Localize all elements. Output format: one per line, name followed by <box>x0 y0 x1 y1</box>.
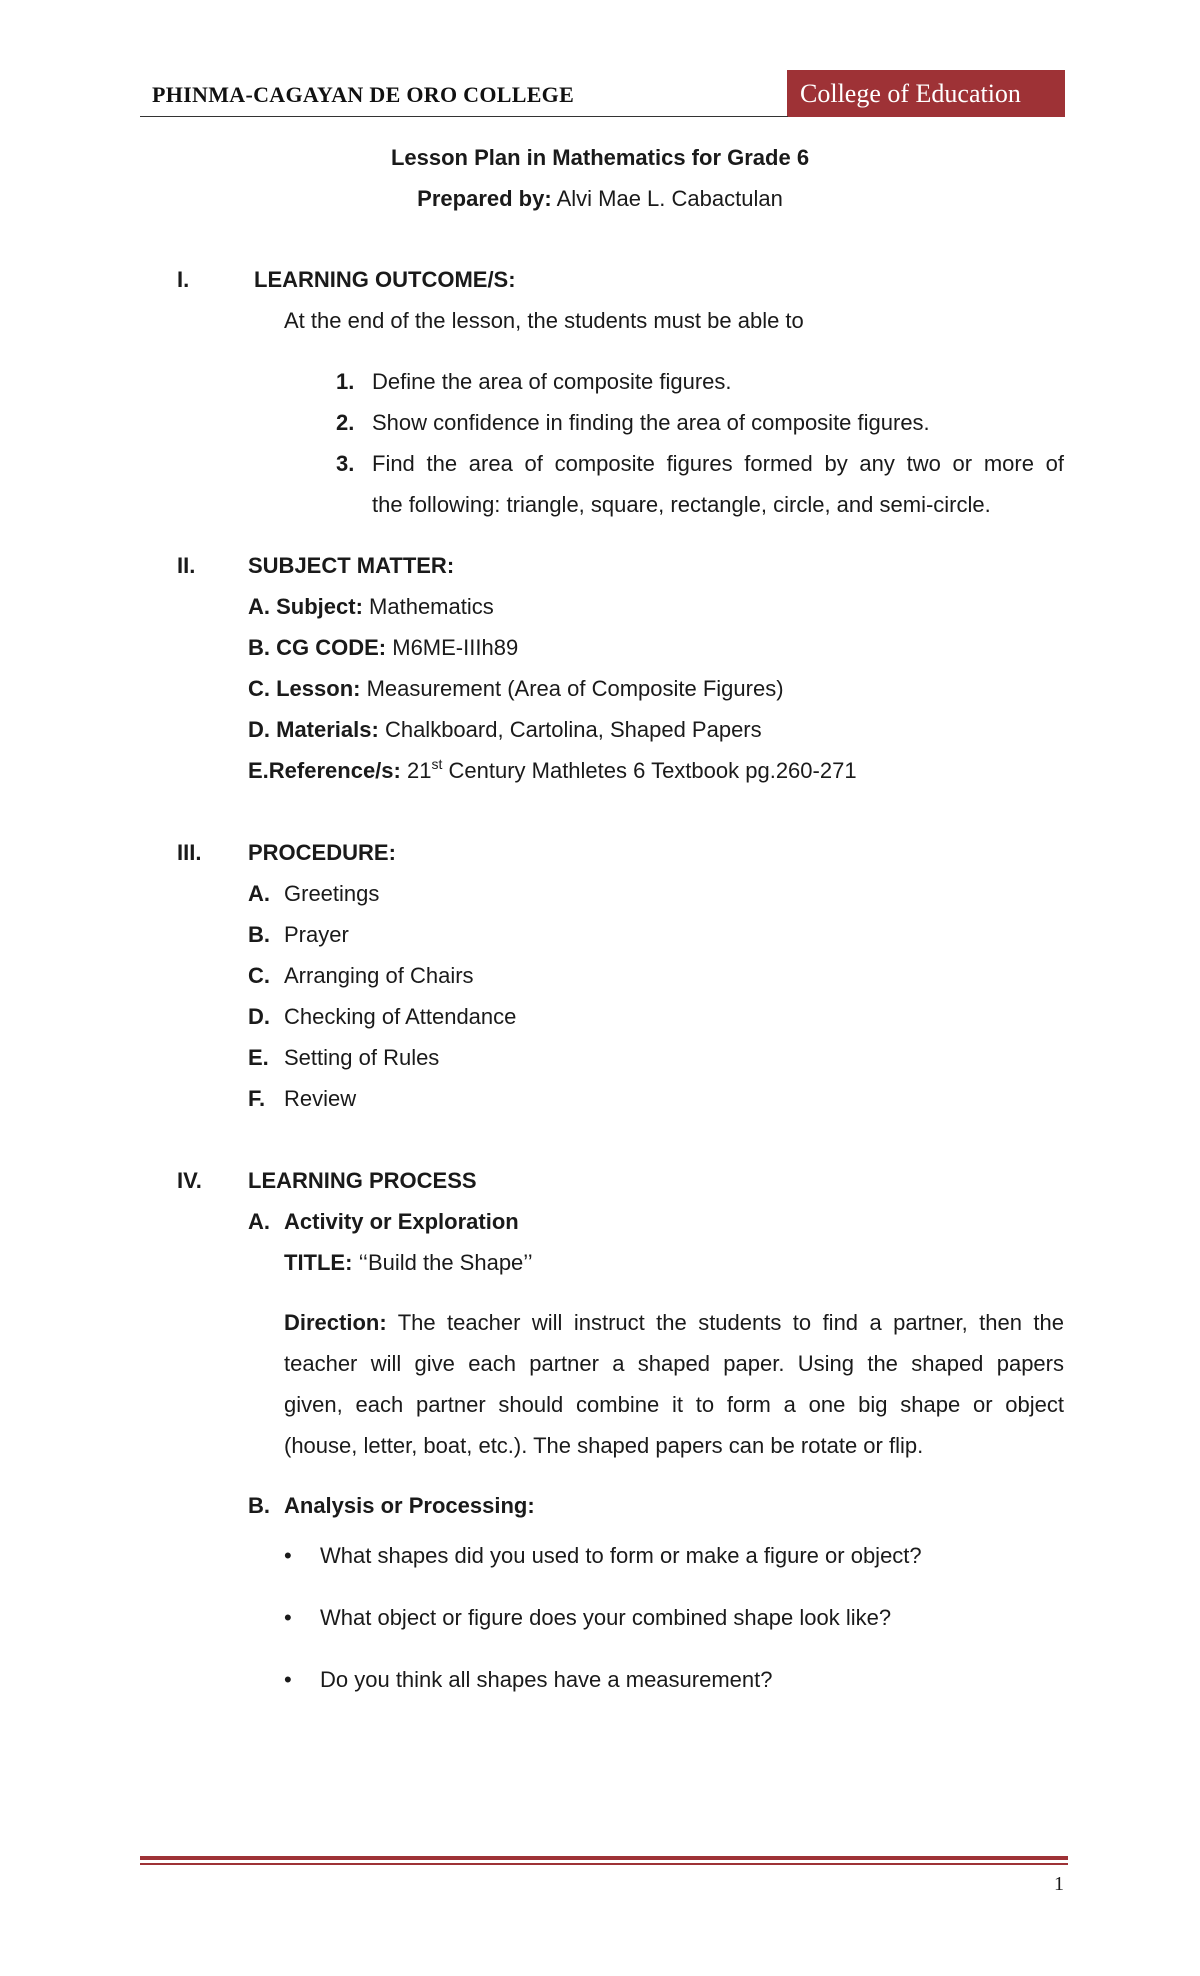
activity-title-value: ‘‘Build the Shape’’ <box>358 1250 533 1275</box>
procedure-letter: E. <box>248 1045 269 1070</box>
materials-label: D. Materials: <box>248 717 379 742</box>
outcome-text-line-1: Find the area of composite figures formed by any two or more of <box>372 451 1064 476</box>
outcome-item <box>336 451 372 477</box>
section-2-numeral: II. <box>177 553 196 578</box>
section-2-heading: SUBJECT MATTER: <box>248 553 455 578</box>
lesson-label: C. Lesson: <box>248 676 361 701</box>
procedure-text: Setting of Rules <box>284 1045 440 1070</box>
direction-label: Direction: <box>284 1310 387 1335</box>
department-badge: College of Education <box>787 70 1065 117</box>
footer-rule-thin <box>140 1863 1068 1865</box>
lesson-value: Measurement (Area of Composite Figures) <box>366 676 784 701</box>
header-rule <box>140 116 788 117</box>
outcome-text-line-2: the following: triangle, square, rectangle, circle, and semi-circle. <box>372 492 991 517</box>
outcome-text: Show confidence in finding the area of composite figures. <box>372 410 930 435</box>
direction-line-3: given, each partner should combine it to form a one big shape or object <box>284 1392 1064 1417</box>
section-3-numeral: III. <box>177 840 202 865</box>
procedure-letter: A. <box>248 881 270 906</box>
page-number: 1 <box>1054 1873 1064 1895</box>
section-4-numeral: IV. <box>177 1168 202 1193</box>
outcome-item <box>336 410 930 436</box>
direction-line-2: teacher will give each partner a shaped paper. Using the shaped papers <box>284 1351 1064 1376</box>
subject-label: A. Subject: <box>248 594 363 619</box>
bullet-icon: • <box>284 1667 292 1692</box>
analysis-heading-text: Analysis or Processing: <box>284 1493 535 1518</box>
procedure-item <box>248 1086 356 1112</box>
question-item: What shapes did you used to form or make a figure or object? <box>320 1543 922 1568</box>
procedure-item <box>248 922 349 948</box>
direction-line-1 <box>284 1310 1064 1336</box>
question-item: Do you think all shapes have a measurement? <box>320 1667 773 1692</box>
procedure-item <box>248 963 474 989</box>
reference-label: E.Reference/s: <box>248 758 401 783</box>
subject-row <box>248 594 494 620</box>
procedure-letter: F. <box>248 1086 266 1111</box>
college-name: PHINMA-CAGAYAN DE ORO COLLEGE <box>152 82 575 107</box>
analysis-letter: B. <box>248 1493 270 1518</box>
lesson-row <box>248 676 784 702</box>
reference-number: 21 <box>406 758 432 783</box>
subject-value: Mathematics <box>369 594 494 619</box>
footer-rule-thick <box>140 1856 1068 1860</box>
bullet-icon: • <box>284 1543 292 1568</box>
activity-title-row <box>284 1250 533 1276</box>
cg-code-value: M6ME-IIIh89 <box>392 635 519 660</box>
section-1-intro: At the end of the lesson, the students must be able to <box>284 308 804 333</box>
procedure-item <box>248 881 379 907</box>
reference-value: Century Mathletes 6 Textbook pg.260-271 <box>448 758 857 783</box>
prepared-by-line <box>0 186 1200 212</box>
materials-value: Chalkboard, Cartolina, Shaped Papers <box>384 717 762 742</box>
outcome-number: 2. <box>336 410 355 435</box>
prepared-by-name: Alvi Mae L. Cabactulan <box>556 186 783 211</box>
lesson-plan-title: Lesson Plan in Mathematics for Grade 6 <box>390 145 810 170</box>
cg-code-row <box>248 635 518 661</box>
bullet-icon: • <box>284 1605 292 1630</box>
reference-row <box>248 758 857 784</box>
direction-text: The teacher will instruct the students to find a partner, then the <box>397 1310 1064 1335</box>
outcome-item <box>336 369 732 395</box>
activity-heading <box>248 1209 519 1235</box>
procedure-letter: B. <box>248 922 270 947</box>
outcome-number: 3. <box>336 451 355 476</box>
direction-line-4: (house, letter, boat, etc.). The shaped papers can be rotate or flip. <box>284 1433 924 1458</box>
materials-row <box>248 717 762 743</box>
procedure-item <box>248 1045 439 1071</box>
outcome-text: Define the area of composite figures. <box>372 369 732 394</box>
procedure-letter: C. <box>248 963 270 988</box>
procedure-item <box>248 1004 516 1030</box>
section-1-numeral: I. <box>177 267 190 292</box>
prepared-by-label: Prepared by: <box>417 186 552 211</box>
activity-heading-text: Activity or Exploration <box>284 1209 519 1234</box>
outcome-number: 1. <box>336 369 355 394</box>
section-4-heading: LEARNING PROCESS <box>248 1168 477 1193</box>
section-3-heading: PROCEDURE: <box>248 840 396 865</box>
procedure-letter: D. <box>248 1004 270 1029</box>
reference-superscript: st <box>431 756 443 772</box>
activity-letter: A. <box>248 1209 270 1234</box>
procedure-text: Arranging of Chairs <box>284 963 474 988</box>
question-item: What object or figure does your combined shape look like? <box>320 1605 892 1630</box>
section-1-heading: LEARNING OUTCOME/S: <box>254 267 516 292</box>
activity-title-label: TITLE: <box>284 1250 353 1275</box>
analysis-heading <box>248 1493 535 1519</box>
procedure-text: Prayer <box>284 922 349 947</box>
procedure-text: Greetings <box>284 881 380 906</box>
procedure-text: Review <box>284 1086 357 1111</box>
procedure-text: Checking of Attendance <box>284 1004 517 1029</box>
cg-code-label: B. CG CODE: <box>248 635 387 660</box>
